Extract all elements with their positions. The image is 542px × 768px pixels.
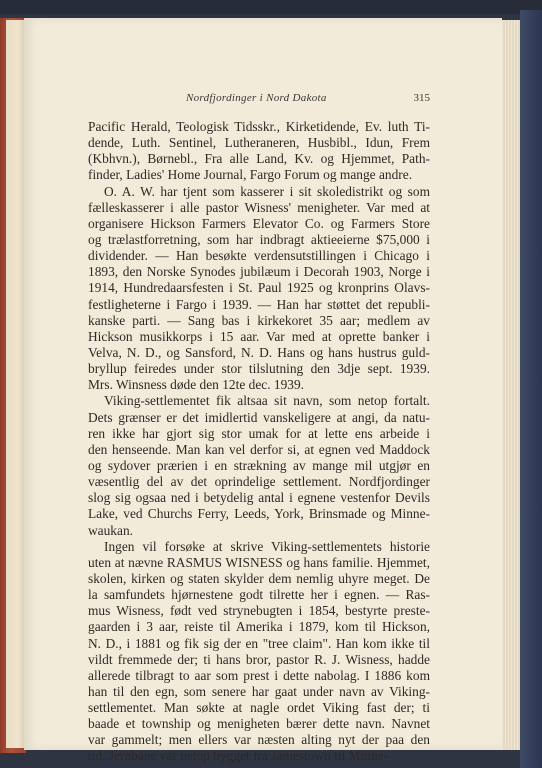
paragraph bbox=[88, 184, 430, 394]
text-line: ren ikke har gjort sig stor umak for at lette ens arbeide i bbox=[88, 425, 430, 441]
text-line: kanske parti. — Sang bas i kirkekoret 35 aar; medlem av bbox=[88, 312, 430, 328]
book-cover-right bbox=[520, 10, 542, 768]
text-line: O. A. W. har tjent som kasserer i sit skoledistrikt og som bbox=[104, 183, 430, 199]
text-line: baade et township og menigheten bærer dette navn. Navnet bbox=[88, 716, 430, 732]
text-line: Ingen vil forsøke at skrive Viking-settlementets historie bbox=[104, 538, 430, 554]
scanner-background bbox=[0, 0, 542, 14]
text-line: gaarden i 3 aar, reiste til Amerika i 1879, kom til Hickson, bbox=[88, 619, 430, 635]
text-line: mus Wisness, født ved strynebugten i 1854, bestyrte preste- bbox=[88, 603, 430, 619]
text-line: 1914, Hundredaarsfesten i St. Paul 1925 og kronprins Olavs- bbox=[88, 280, 430, 296]
text-line: han til den egn, som senere har gaat under navn av Viking- bbox=[88, 683, 430, 699]
text-line: N. D., i 1881 og fik sig der en "tree claim". Han kom ikke til bbox=[88, 635, 430, 651]
paragraph bbox=[88, 119, 430, 184]
text-line: (Kbhvn.), Børnebl., Fra alle Land, Kv. og Hjemmet, Path- bbox=[88, 151, 430, 167]
text-line: la samfundets hjørnestene godt tilrette her i egnen. — Ras- bbox=[88, 587, 430, 603]
text-line: Mrs. Winsness døde den 12te dec. 1939. bbox=[88, 377, 305, 393]
text-line: 1893, den Norske Synodes jubilæum i Decorah 1903, Norge i bbox=[88, 264, 430, 280]
text-line: og sydover prærien i en strækning av mange mil utgjør en bbox=[88, 457, 430, 473]
left-page-edge bbox=[6, 20, 26, 748]
text-line: festligheterne i Fargo i 1939. — Han har støttet det republi- bbox=[88, 296, 430, 312]
text-line: Pacific Herald, Teologisk Tidsskr., Kirketidende, Ev. luth Ti- bbox=[88, 119, 430, 134]
text-line: finder, Ladies' Home Journal, Fargo Forum og mange andre. bbox=[88, 167, 413, 183]
text-line: waukan. bbox=[88, 522, 133, 538]
text-line: væsentlig del av det oprindelige settlement. Nordfjordinger bbox=[88, 474, 430, 490]
text-line: Hickson musikkorps i 15 aar. Var med at oprette banker i bbox=[88, 328, 430, 344]
text-line: bryllup feiredes under stor tilslutning den 3dje sept. 1939. bbox=[88, 361, 430, 377]
running-head-title: Nordfjordinger i Nord Dakota bbox=[186, 92, 327, 104]
body-text bbox=[88, 119, 430, 765]
text-line: Velva, N. D., og Sansford, N. D. Hans og hans hustrus guld- bbox=[88, 344, 430, 360]
text-line: Dets grænser er det imidlertid vanskeligere at angi, da natu- bbox=[88, 409, 430, 425]
text-line: slog sig ogsaa ned i betydelig antal i egnene vestenfor Devils bbox=[88, 490, 430, 506]
text-line: organisere Hickson Farmers Elevator Co. og Farmers Store bbox=[88, 215, 430, 231]
running-head bbox=[88, 92, 430, 108]
text-line: tid. Jernbane var netop bygget fra Jamestown til Minne- bbox=[88, 748, 389, 764]
text-line: Lake, ved Churchs Ferry, Leeds, York, Brinsmade og Minne- bbox=[88, 506, 430, 522]
text-line: dende, Luth. Sentinel, Lutheraneren, Husbibl., Idun, Frem bbox=[88, 135, 430, 151]
text-line: fælleskasserer i alle pastor Wisness' menigheter. Var med at bbox=[88, 199, 430, 215]
text-line: og trælastforretning, som har indbragt aktieeierne $75,000 i bbox=[88, 231, 430, 247]
text-line: allerede tilbragt to aar som prest i dette nabolag. I 1886 kom bbox=[88, 667, 430, 683]
text-line: Viking-settlementet fik altsaa sit navn, som netop fortalt. bbox=[104, 393, 430, 409]
paragraph bbox=[88, 393, 430, 538]
page-number: 315 bbox=[413, 92, 430, 104]
text-line: dividender. — Han besøkte verdensutstillingen i Chicago i bbox=[88, 248, 430, 264]
text-line: den henseende. Man kan vel derfor si, at egnen ved Maddock bbox=[88, 441, 430, 457]
text-line: skolen, kirken og staten skylder dem nemlig uhyre meget. De bbox=[88, 570, 430, 586]
text-line: settlementet. Man søkte at nagle ordet Viking fast der; ti bbox=[88, 700, 430, 716]
paragraph bbox=[88, 539, 430, 765]
text-line: uten at nævne RASMUS WISNESS og hans familie. Hjemmet, bbox=[88, 554, 430, 570]
text-line: var gammelt; men ellers var næsten alting nyt der paa den bbox=[88, 732, 430, 748]
text-line: vildt fremmede der; ti hans bror, pastor R. J. Wisness, hadde bbox=[88, 651, 430, 667]
